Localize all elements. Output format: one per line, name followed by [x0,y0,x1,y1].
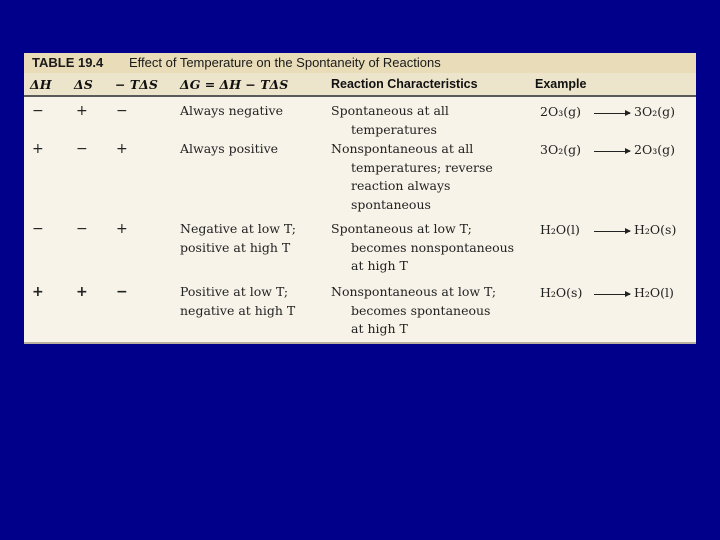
cell-delta-h: − [32,103,44,119]
header-delta-s: ΔS [74,77,93,92]
cell-delta-g: Always positive [180,141,279,156]
reaction-arrow-icon [594,294,630,295]
example-reactant: H₂O(l) [540,222,580,237]
reaction-arrow-icon [594,151,630,152]
cell-reaction-characteristics: Nonspontaneous at low T; becomes spontaneous at high T [331,284,497,336]
cell-delta-s: − [76,221,88,237]
cell-delta-g: Always negative [180,103,284,118]
cell-minus-t-delta-s: + [116,141,128,157]
table-title-bar [24,53,696,73]
table-number: TABLE 19.4 [32,55,104,70]
cell-reaction-characteristics: Nonspontaneous at all temperatures; reverse reaction always spontaneous [331,141,493,212]
cell-delta-h: + [32,284,44,300]
table-title: Effect of Temperature on the Spontaneity of Reactions [129,55,441,70]
example-product: 3O₂(g) [634,104,675,119]
example-product: 2O₃(g) [634,142,675,157]
header-minus-t-delta-s: − TΔS [115,77,158,92]
example-reactant: 3O₂(g) [540,142,581,157]
header-reaction-characteristics: Reaction Characteristics [331,77,478,91]
example-reactant: 2O₃(g) [540,104,581,119]
example-product: H₂O(l) [634,285,674,300]
cell-minus-t-delta-s: + [116,221,128,237]
reaction-arrow-icon [594,231,630,232]
cell-delta-s: − [76,141,88,157]
cell-minus-t-delta-s: − [116,284,128,300]
cell-delta-h: − [32,221,44,237]
header-delta-h: ΔH [30,77,52,92]
cell-delta-h: + [32,141,44,157]
cell-delta-s: + [76,284,88,300]
cell-reaction-characteristics: Spontaneous at all temperatures [331,103,449,137]
cell-delta-g: Negative at low T; positive at high T [180,221,296,255]
cell-reaction-characteristics: Spontaneous at low T; becomes nonspontaneous at high T [331,221,515,273]
table-card [24,53,696,344]
cell-minus-t-delta-s: − [116,103,128,119]
cell-delta-s: + [76,103,88,119]
cell-delta-g: Positive at low T; negative at high T [180,284,296,318]
table-header-row [24,73,696,97]
example-reactant: H₂O(s) [540,285,583,300]
reaction-arrow-icon [594,113,630,114]
example-product: H₂O(s) [634,222,677,237]
header-delta-g: ΔG = ΔH − TΔS [180,77,289,92]
header-example: Example [535,77,587,91]
